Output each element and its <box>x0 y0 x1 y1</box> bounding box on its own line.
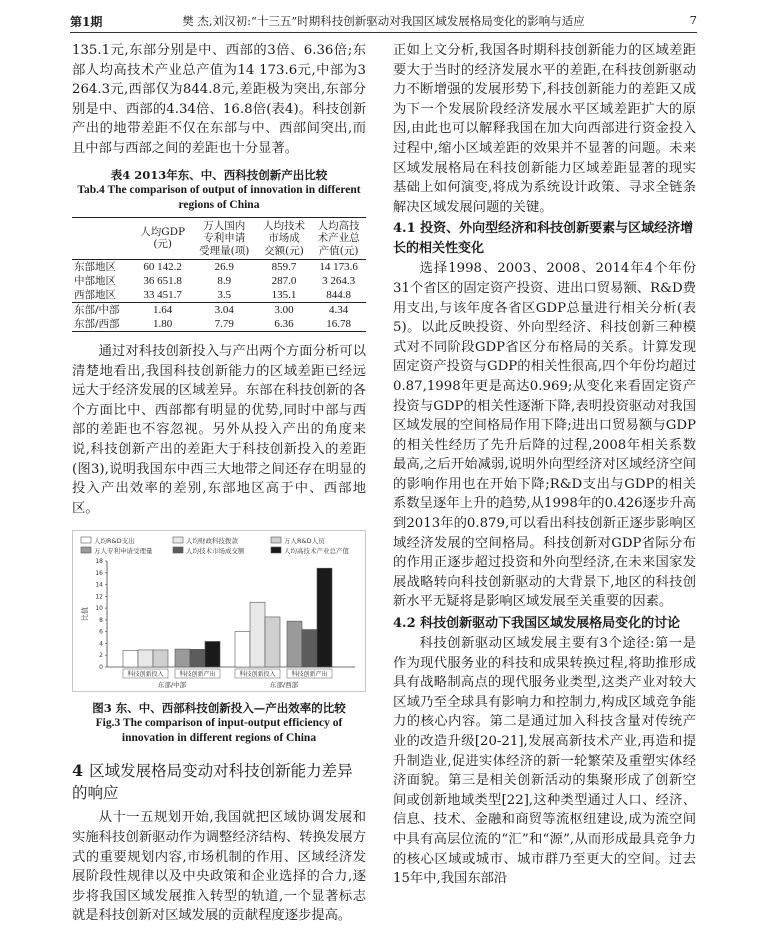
y-axis-label: 比值 <box>81 607 89 622</box>
y-tick-label: 2 <box>99 652 103 660</box>
legend-swatch <box>271 537 281 543</box>
legend-swatch <box>271 547 281 553</box>
paragraph: 通过对科技创新投入与产出两个方面分析可以清楚地看出,我国科技创新能力的区域差距已经远远大于经济发展的区域差异。东部在科技创新的各个方面比中、西部都有明显的优势,同时中部与西部的差距也不容忽视。另外从投入产出的角度来说,科技创新产出的差距大于科技创新投入的差距(图3),说明我国东中西三大地带之间还存在明显的投入产出效率的差别,东部地区高于中、西部地区。 <box>72 344 366 516</box>
legend-label: 人均R&D支出 <box>94 537 135 546</box>
subsection-heading: 4.2 科技创新驱动下我国区域发展格局变化的讨论 <box>393 616 681 632</box>
legend-label: 人均财政科技拨款 <box>186 537 238 546</box>
table-cell: 东部地区 <box>74 261 116 274</box>
table-header-row <box>72 217 366 260</box>
table-cell: 西部地区 <box>74 289 116 302</box>
table-caption <box>72 167 366 213</box>
table-cell: 60 142.2 <box>143 261 182 274</box>
table-header-cell <box>72 217 134 260</box>
table-caption-en: Tab.4 The comparison of output of innovation in different regions of China <box>77 183 361 211</box>
section-heading <box>72 760 366 804</box>
table-cell: 16.78 <box>311 317 366 332</box>
bar <box>235 632 250 667</box>
table-body <box>72 260 366 332</box>
bar <box>287 622 302 668</box>
table-cell: 287.0 <box>271 275 297 288</box>
table-cell: 3.00 <box>257 303 312 318</box>
legend-label: 人均高技术产业总产值 <box>284 547 349 556</box>
table-cell: 844.8 <box>326 289 352 302</box>
bar <box>175 650 190 668</box>
running-header <box>70 10 697 33</box>
paragraph: 从十一五规划开始,我国就把区域协调发展和实施科技创新驱动作为调整经济结构、转换发展方式的重要规划内容,市场机制的作用、区域经济发展阶段性规律以及中央政策和企业选择的合力,逐步将我国区域发展推入转型的轨道,一个显著标志就是科技创新对区域发展的贡献程度逐步提高。 <box>72 810 366 924</box>
bar <box>123 651 138 667</box>
legend-swatch <box>173 537 183 543</box>
bar <box>317 569 332 668</box>
figure-3 <box>72 530 366 692</box>
y-tick-label: 12 <box>95 593 103 601</box>
legend-swatch <box>81 537 91 543</box>
table-header-cell: 人均技术 市场成 交额(元) <box>257 217 312 260</box>
bar <box>190 650 205 668</box>
table-row <box>72 288 366 303</box>
group-label: 东部/中部 <box>157 681 187 690</box>
table-cell: 135.1 <box>271 289 297 302</box>
y-tick-label: 6 <box>99 629 103 637</box>
section-number: 4 <box>72 761 84 781</box>
table-caption-zh: 表4 2013年东、中、西科技创新产出比较 <box>110 167 328 182</box>
running-title: 樊 杰,刘汉初:“十三五”时期科技创新驱动对我国区域发展格局变化的影响与适应 <box>182 14 585 28</box>
table-row <box>72 274 366 288</box>
figure-caption-en: Fig.3 The comparison of input-output efficiency of innovation in different regions of China <box>95 717 343 745</box>
legend-label: 人均技术市场成交额 <box>186 547 245 556</box>
table-cell: 1.64 <box>134 303 192 318</box>
table-row <box>72 303 366 318</box>
bar <box>153 650 168 667</box>
category-label: 科技创新产出 <box>179 671 216 679</box>
subsection-heading: 4.1 投资、外向型经济和科技创新要素与区域经济增长的相关性变化 <box>393 221 694 257</box>
y-tick-label: 16 <box>95 570 103 578</box>
table-cell: 3.5 <box>217 289 232 302</box>
y-tick-label: 0 <box>99 664 103 672</box>
efficiency-bar-chart <box>73 531 365 689</box>
table-cell: 东部/中部 <box>72 303 134 318</box>
y-tick-label: 18 <box>95 558 103 566</box>
table-cell: 36 651.8 <box>143 275 182 288</box>
bar <box>302 630 317 667</box>
table-cell: 3.04 <box>192 303 257 318</box>
bar <box>138 650 153 667</box>
table-cell: 1.80 <box>134 317 192 332</box>
y-tick-label: 8 <box>99 617 103 625</box>
figure-caption <box>72 700 366 746</box>
table-row <box>72 317 366 332</box>
table-cell: 8.9 <box>217 275 232 288</box>
category-label: 科技创新产出 <box>291 671 328 679</box>
table-cell: 6.36 <box>257 317 312 332</box>
table-header-cell: 人均高技 术产业总 产值(元) <box>311 217 366 260</box>
table-cell: 4.34 <box>311 303 366 318</box>
legend-swatch <box>173 547 183 553</box>
legend-swatch <box>81 547 91 553</box>
table-cell: 14 173.6 <box>319 261 358 274</box>
y-tick-label: 10 <box>95 605 103 613</box>
legend-label: 万人专利申请受理量 <box>94 547 153 556</box>
left-column <box>72 41 366 926</box>
page-number: 7 <box>689 13 697 27</box>
paragraph: 科技创新驱动区域发展主要有3个途径:第一是作为现代服务业的科技和成果转换过程,将助推形成具有战略制高点的现代服务业类型,这类产业对较大区域乃至全球具有影响力和控制力,构成区域竞争能力的核心内容。第二是通过加入科技含量对传统产业的改造升级[20-21],发展高新技术产业,再造和提升制造业,促进实体经济的新一轮繁荣及重塑实体经济面貌。第三是相关创新活动的集聚形成了创新空间或创新地域类型[22],这种类型通过人口、经济、信息、技术、金融和商贸等流枢纽建设,成为流空间中具有高层位流的“汇”和“源”,从而形成最具竞争力的核心区域或城市、城市群乃至更大的空间。过去15年中,我国东部沿 <box>393 636 696 887</box>
paragraph: 正如上文分析,我国各时期科技创新能力的区域差距要大于当时的经济发展水平的差距,在科技创新驱动力不断增强的发展形势下,科技创新能力的差距又成为下一个发展阶段经济发展水平区域差距扩大的原因,由此也可以解释我国在加大向西部进行资金投入过程中,缩小区域差距的效果并不显著的问题。未来区域发展格局在科技创新能力区域差距显著的现实基础上如何演变,将成为系统设计政策、寻求全链条解决区域发展问题的关键。 <box>393 43 696 215</box>
table-cell: 3 264.3 <box>322 275 356 288</box>
figure-caption-zh: 图3 东、中、西部科技创新投入—产出效率的比较 <box>92 701 346 716</box>
table-header-cell: 人均GDP (元) <box>134 217 192 260</box>
output-comparison-table <box>72 217 366 333</box>
bar <box>250 603 265 668</box>
table-cell: 中部地区 <box>74 275 116 288</box>
paragraph: 选择1998、2003、2008、2014年4个年份31个省区的固定资产投资、进出口贸易额、R&D费用支出,与该年度各省区GDP总量进行相关分析(表5)。以此反映投资、外向型经济、科技创新三种模式对不同阶段GDP省区分布格局的关系。计算发现固定资产投资与GDP的相关性很高,四个年份均超过0.87,1998年更是高达0.969;从变化来看固定资产投资与GDP的相关性逐渐下降,表明投资驱动对我国区域发展的空间格局作用下降;进出口贸易额与GDP的相关性经历了先升后降的过程,2008年相关系数最高,之后开始减弱,说明外向型经济对区域经济空间的影响作用也在开始下降;R&D支出与GDP的相关系数呈逐年上升的趋势,从1998年的0.426逐步升高到2013年的0.879,可以看出科技创新正逐步影响区域经济发展的空间格局。科技创新对GDP省际分布的作用正逐步超过投资和外向型经济,在未来国家发展战略转向科技创新驱动的大背景下,地区的科技创新水平无疑将是影响区域发展至关重要的因素。 <box>393 261 696 610</box>
table-cell: 26.9 <box>214 261 234 274</box>
issue-number: 第1期 <box>70 15 103 29</box>
paragraph: 135.1元,东部分别是中、西部的3倍、6.36倍;东部人均高技术产业总产值为14 173.6元,中部为3 264.3元,西部仅为844.8元,差距极为突出,东部分别是中、西部的4.34倍、16.8倍(表4)。科技创新产出的地带差距不仅在东部与中、西部间突出,而且中部与西部之间的差距也十分显著。 <box>72 43 366 156</box>
table-cell: 859.7 <box>271 261 297 274</box>
legend-label: 万人R&D人员 <box>284 537 325 546</box>
y-tick-label: 4 <box>99 640 103 648</box>
section-title: 区域发展格局变动对科技创新能力差异的响应 <box>72 762 353 803</box>
bar <box>205 642 220 668</box>
table-row <box>72 260 366 275</box>
category-label: 科技创新投入 <box>127 671 164 679</box>
bar <box>265 617 280 667</box>
table-cell: 东部/西部 <box>72 317 134 332</box>
table-cell: 33 451.7 <box>143 289 182 302</box>
y-tick-label: 14 <box>95 581 103 589</box>
table-header-cell: 万人国内 专利申请 受理量(项) <box>192 217 257 260</box>
group-label: 东部/西部 <box>269 681 299 690</box>
category-label: 科技创新投入 <box>239 671 276 679</box>
right-column <box>393 41 696 889</box>
table-cell: 7.79 <box>192 317 257 332</box>
